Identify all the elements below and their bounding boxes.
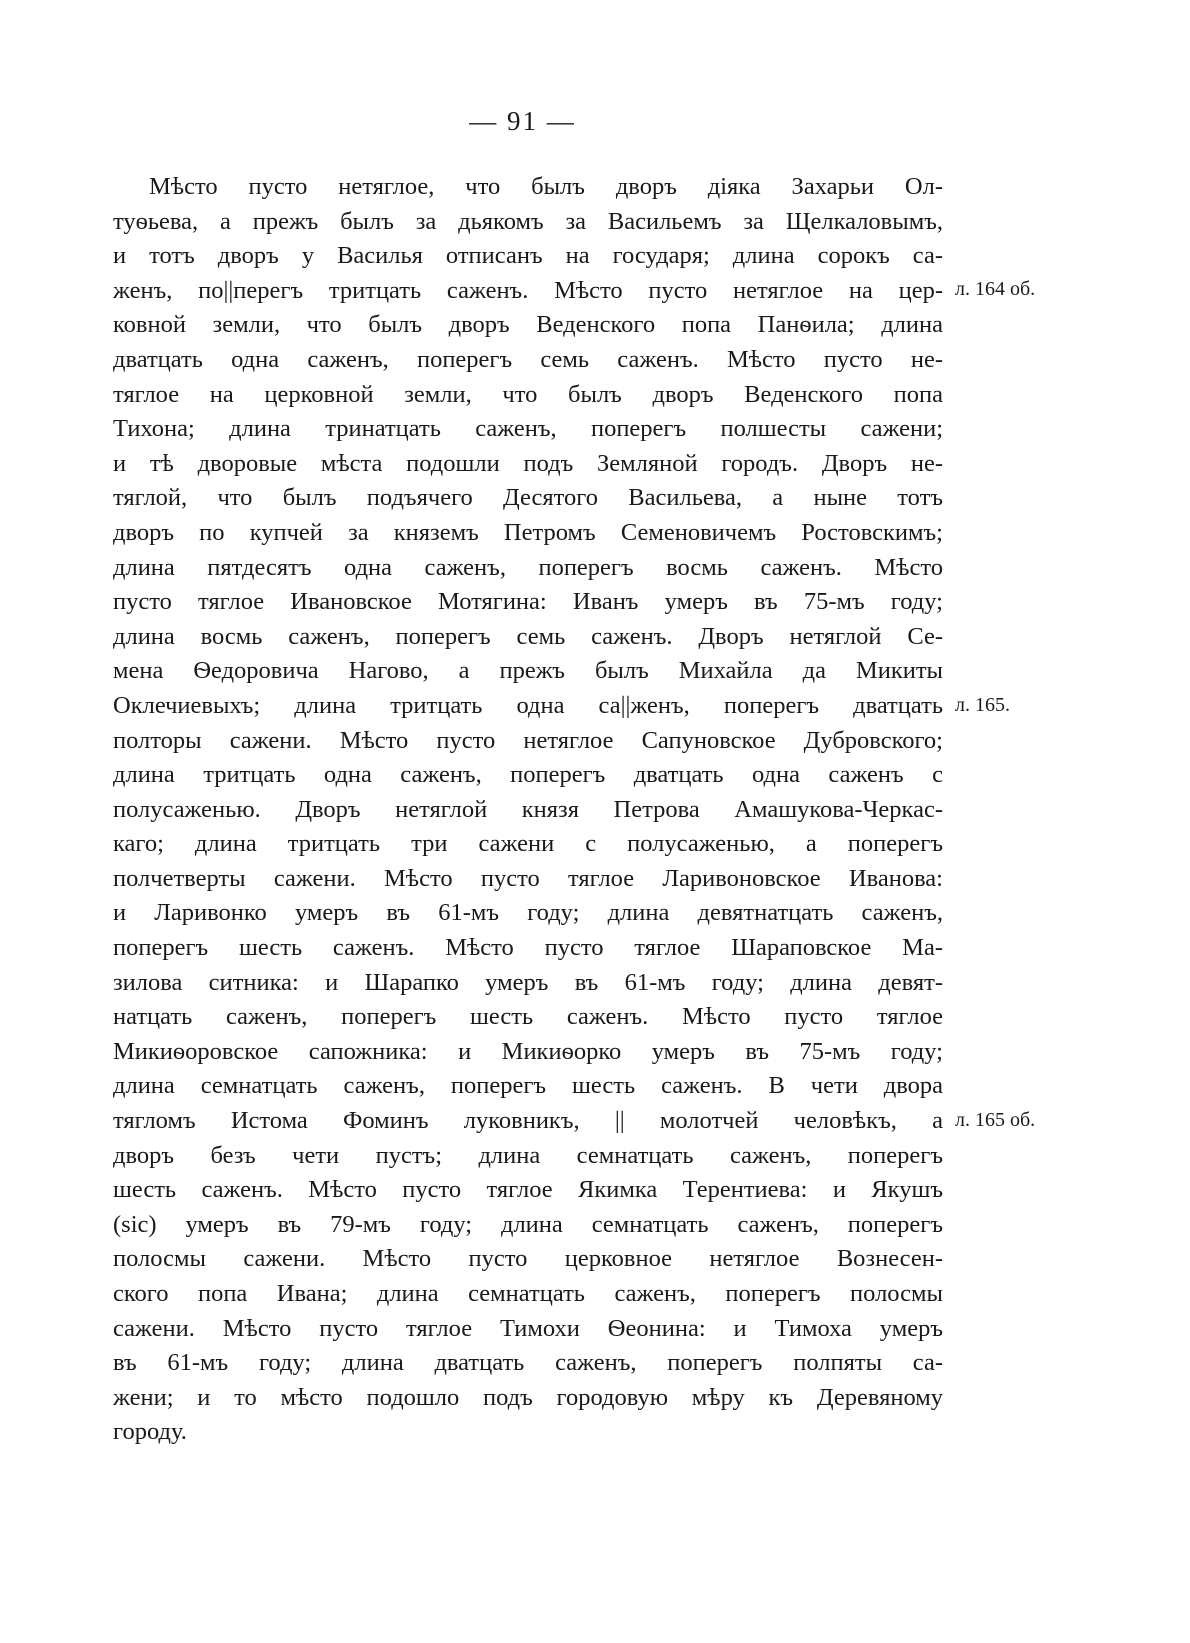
- page-number: — 91 —: [469, 106, 576, 136]
- margin-note-folio: л. 165 об.: [955, 1109, 1036, 1131]
- text-line: длина семнатцать саженъ, поперегъ шесть саженъ. В чети двора: [113, 1072, 943, 1100]
- text-line: мена Ѳедоровича Нагово, а прежъ былъ Михайла да Микиты: [113, 657, 943, 685]
- text-line: (sic) умеръ въ 79-мъ году; длина семнатцать саженъ, поперегъ: [113, 1210, 943, 1238]
- text-line: дворъ безъ чети пустъ; длина семнатцать саженъ, поперегъ: [113, 1141, 943, 1169]
- text-line: тягломъ Истома Фоминъ луковникъ, || молотчей человѣкъ, а: [113, 1107, 943, 1135]
- text-line: длина тритцать одна саженъ, поперегъ дватцать одна саженъ с: [113, 761, 943, 789]
- text-line: полусаженью. Дворъ нетяглой князя Петрова Амашукова-Черкас-: [113, 795, 943, 823]
- text-line: дватцать одна саженъ, поперегъ семь саженъ. Мѣсто пусто не-: [113, 345, 943, 373]
- text-line: длина восмь саженъ, поперегъ семь саженъ. Дворъ нетяглой Се-: [113, 622, 943, 650]
- text-line: тяглой, что былъ подъячего Десятого Васильева, а ныне тотъ: [113, 484, 943, 512]
- text-line: женъ, по||перегъ тритцать саженъ. Мѣсто пусто нетяглое на цер-: [113, 276, 943, 304]
- text-line: дворъ по купчей за княземъ Петромъ Семеновичемъ Ростовскимъ;: [113, 518, 943, 546]
- margin-note-folio: л. 164 об.: [955, 278, 1036, 300]
- text-line: шесть саженъ. Мѣсто пусто тяглое Якимка Терентиева: и Якушъ: [113, 1176, 943, 1204]
- text-line: пусто тяглое Ивановское Мотягина: Иванъ умеръ въ 75-мъ году;: [113, 588, 943, 616]
- text-line: каго; длина тритцать три сажени с полусаженью, а поперегъ: [113, 830, 943, 858]
- text-line: и Ларивонко умеръ въ 61-мъ году; длина девятнатцать саженъ,: [113, 899, 943, 927]
- text-line: полчетверты сажени. Мѣсто пусто тяглое Ларивоновское Иванова:: [113, 864, 943, 892]
- text-line: ского попа Ивана; длина семнатцать саженъ, поперегъ полосмы: [113, 1280, 943, 1307]
- text-line: сажени. Мѣсто пусто тяглое Тимохи Ѳеонина: и Тимоха умеръ: [113, 1314, 943, 1342]
- text-line: полторы сажени. Мѣсто пусто нетяглое Сапуновское Дубровского;: [113, 726, 943, 754]
- text-line: жени; и то мѣсто подошло подъ городовую мѣру къ Деревяному: [113, 1383, 943, 1411]
- text-line: длина пятдесятъ одна саженъ, поперегъ восмь саженъ. Мѣсто: [113, 553, 943, 581]
- text-line: туѳьева, а прежъ былъ за дьякомъ за Васильемъ за Щелкаловымъ,: [113, 207, 943, 235]
- text-line: Тихона; длина тринатцать саженъ, поперегъ полшесты сажени;: [113, 415, 943, 443]
- text-line: и тотъ дворъ у Василья отписанъ на государя; длина сорокъ са-: [113, 242, 943, 270]
- text-line: зилова ситника: и Шарапко умеръ въ 61-мъ году; длина девят-: [113, 968, 943, 996]
- body-text: [113, 170, 943, 1450]
- text-line: въ 61-мъ году; длина дватцать саженъ, поперегъ полпяты са-: [113, 1349, 943, 1377]
- text-line: городу.: [113, 1418, 187, 1446]
- text-line: и тѣ дворовые мѣста подошли подъ Земляной городъ. Дворъ не-: [113, 449, 943, 477]
- text-line: Мѣсто пусто нетяглое, что былъ дворъ діяка Захарьи Ол-: [149, 173, 943, 200]
- text-line: полосмы сажени. Мѣсто пусто церковное нетяглое Вознесен-: [113, 1245, 943, 1273]
- text-line: поперегъ шесть саженъ. Мѣсто пусто тяглое Шараповское Ма-: [113, 934, 943, 962]
- text-line: тяглое на церковной земли, что былъ дворъ Веденского попа: [113, 380, 943, 408]
- text-line: Микиѳоровское сапожника: и Микиѳорко умеръ въ 75-мъ году;: [113, 1037, 943, 1065]
- margin-note-folio: л. 165.: [955, 694, 1010, 716]
- text-line: натцать саженъ, поперегъ шесть саженъ. Мѣсто пусто тяглое: [113, 1003, 943, 1031]
- text-line: Оклечиевыхъ; длина тритцать одна са||женъ, поперегъ дватцать: [113, 691, 943, 719]
- text-line: ковной земли, что былъ дворъ Веденского попа Панѳила; длина: [113, 311, 943, 339]
